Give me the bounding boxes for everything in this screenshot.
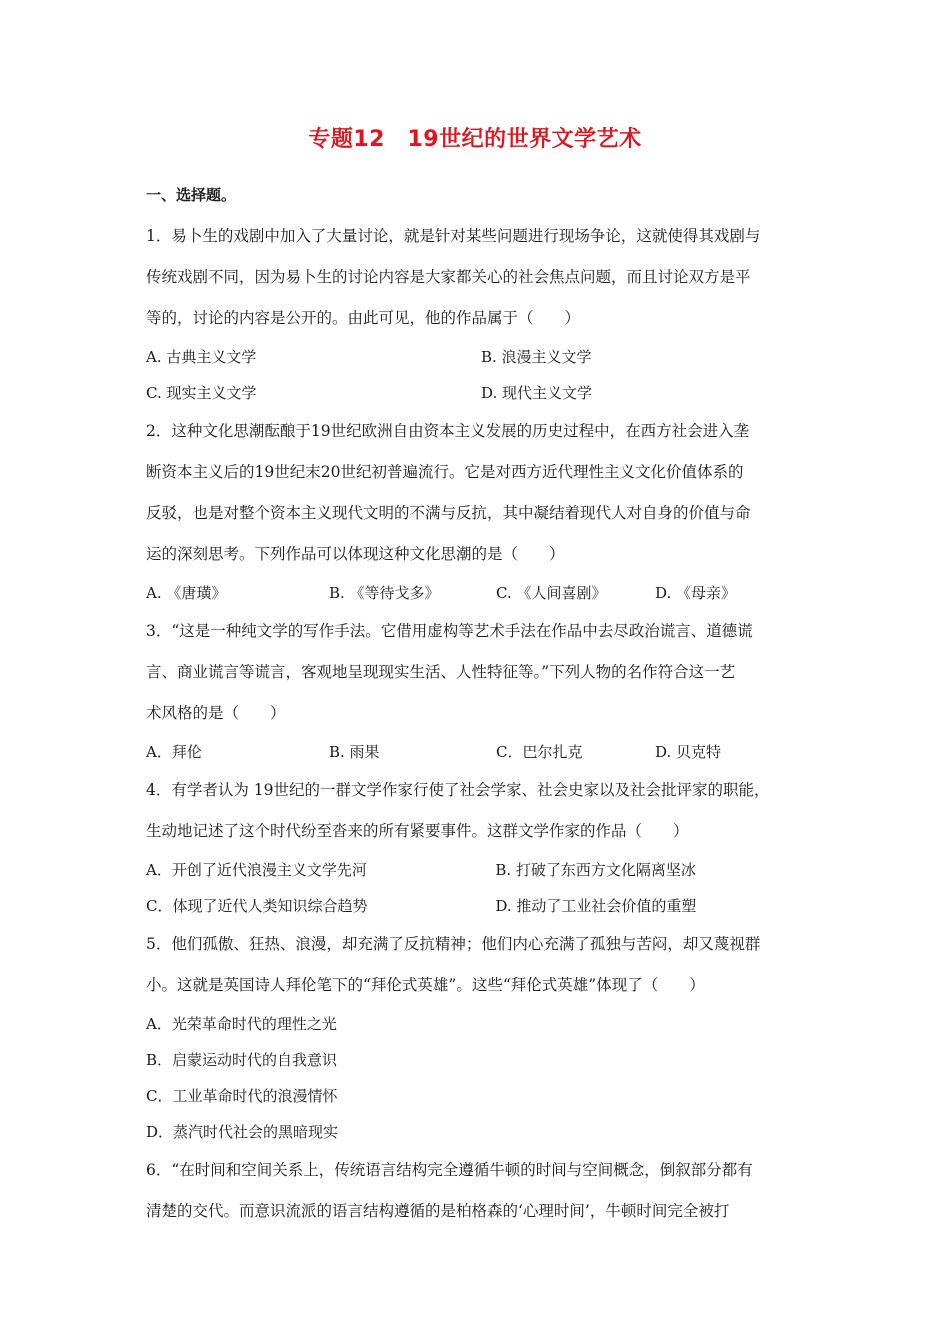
question-line: 5．他们孤傲、狂热、浪漫，却充满了反抗精神；他们内心充满了孤独与苦闷，却又蔑视群 bbox=[146, 935, 761, 953]
option-c[interactable]: C. 现实主义文学 bbox=[146, 384, 257, 402]
question-line: 6．“在时间和空间关系上，传统语言结构完全遵循牛顿的时间与空间概念，倒叙部分都有 bbox=[146, 1161, 753, 1179]
question-6 bbox=[146, 1150, 816, 1232]
document-title: 专题12 19世纪的世界文学艺术 bbox=[308, 127, 642, 152]
option-b[interactable]: B. 雨果 bbox=[329, 743, 380, 761]
option-a[interactable]: A. 《唐璜》 bbox=[146, 584, 227, 602]
question-line: 1．易卜生的戏剧中加入了大量讨论，就是针对某些问题进行现场争论，这就使得其戏剧与 bbox=[146, 227, 761, 245]
option-d[interactable]: D. 推动了工业社会价值的重塑 bbox=[495, 897, 697, 915]
option-d[interactable]: D. 《母亲》 bbox=[655, 584, 737, 602]
question-line: 2．这种文化思潮酝酿于19世纪欧洲自由资本主义发展的历史过程中，在西方社会进入垄 bbox=[146, 422, 750, 440]
option-row bbox=[146, 852, 816, 888]
option-c[interactable]: C．工业革命时代的浪漫情怀 bbox=[146, 1087, 338, 1105]
question-line: 4．有学者认为 19世纪的一群文学作家行使了社会学家、社会史家以及社会批评家的职能， bbox=[146, 781, 770, 799]
option-b[interactable]: B. 《等待戈多》 bbox=[329, 584, 440, 602]
option-a[interactable]: A．拜伦 bbox=[146, 743, 202, 761]
question-3 bbox=[146, 611, 816, 770]
option-c[interactable]: C．巴尔扎克 bbox=[496, 743, 583, 761]
question-line: 断资本主义后的19世纪末20世纪初普遍流行。它是对西方近代理性主义文化价值体系的 bbox=[146, 463, 744, 481]
question-line: 术风格的是（ ） bbox=[146, 704, 286, 722]
option-row bbox=[146, 375, 816, 411]
option-d[interactable]: D. 贝克特 bbox=[655, 743, 722, 761]
option-row bbox=[146, 339, 816, 375]
question-line: 生动地记述了这个时代纷至沓来的所有紧要事件。这群文学作家的作品（ ） bbox=[146, 822, 689, 840]
option-b[interactable]: B．启蒙运动时代的自我意识 bbox=[146, 1051, 338, 1069]
question-list bbox=[146, 216, 816, 1232]
option-row bbox=[146, 575, 816, 611]
question-line: 运的深刻思考。下列作品可以体现这种文化思潮的是（ ） bbox=[146, 545, 565, 563]
question-line: 清楚的交代。而意识流派的语言结构遵循的是柏格森的‘心理时间’，牛顿时间完全被打 bbox=[146, 1202, 730, 1220]
question-line: 等的，讨论的内容是公开的。由此可见，他的作品属于（ ） bbox=[146, 309, 581, 327]
question-5 bbox=[146, 924, 816, 1150]
question-line: 3．“这是一种纯文学的写作手法。它借用虚构等艺术手法在作品中去尽政治谎言、道德谎 bbox=[146, 622, 753, 640]
option-list bbox=[146, 1006, 816, 1150]
option-b[interactable]: B. 打破了东西方文化隔离坚冰 bbox=[495, 861, 696, 879]
question-line: 传统戏剧不同，因为易卜生的讨论内容是大家都关心的社会焦点问题，而且讨论双方是平 bbox=[146, 268, 751, 286]
option-d[interactable]: D．蒸汽时代社会的黑暗现实 bbox=[146, 1123, 339, 1141]
question-line: 反驳，也是对整个资本主义现代文明的不满与反抗，其中凝结着现代人对自身的价值与命 bbox=[146, 504, 751, 522]
question-line: 言、商业谎言等谎言，客观地呈现现实生活、人性特征等。”下列人物的名作符合这一艺 bbox=[146, 663, 736, 681]
option-c[interactable]: C．体现了近代人类知识综合趋势 bbox=[146, 897, 368, 915]
option-c[interactable]: C. 《人间喜剧》 bbox=[496, 584, 607, 602]
question-4 bbox=[146, 770, 816, 924]
option-d[interactable]: D. 现代主义文学 bbox=[481, 384, 593, 402]
option-a[interactable]: A．光荣革命时代的理性之光 bbox=[146, 1015, 337, 1033]
section-heading: 一、选择题。 bbox=[146, 186, 237, 204]
question-2 bbox=[146, 411, 816, 611]
question-line: 小。这就是英国诗人拜伦笔下的“拜伦式英雄”。这些“拜伦式英雄”体现了（ ） bbox=[146, 976, 705, 994]
option-row bbox=[146, 888, 816, 924]
option-row bbox=[146, 734, 816, 770]
option-a[interactable]: A．开创了近代浪漫主义文学先河 bbox=[146, 861, 367, 879]
option-b[interactable]: B. 浪漫主义文学 bbox=[481, 348, 592, 366]
option-a[interactable]: A. 古典主义文学 bbox=[146, 348, 257, 366]
question-1 bbox=[146, 216, 816, 411]
